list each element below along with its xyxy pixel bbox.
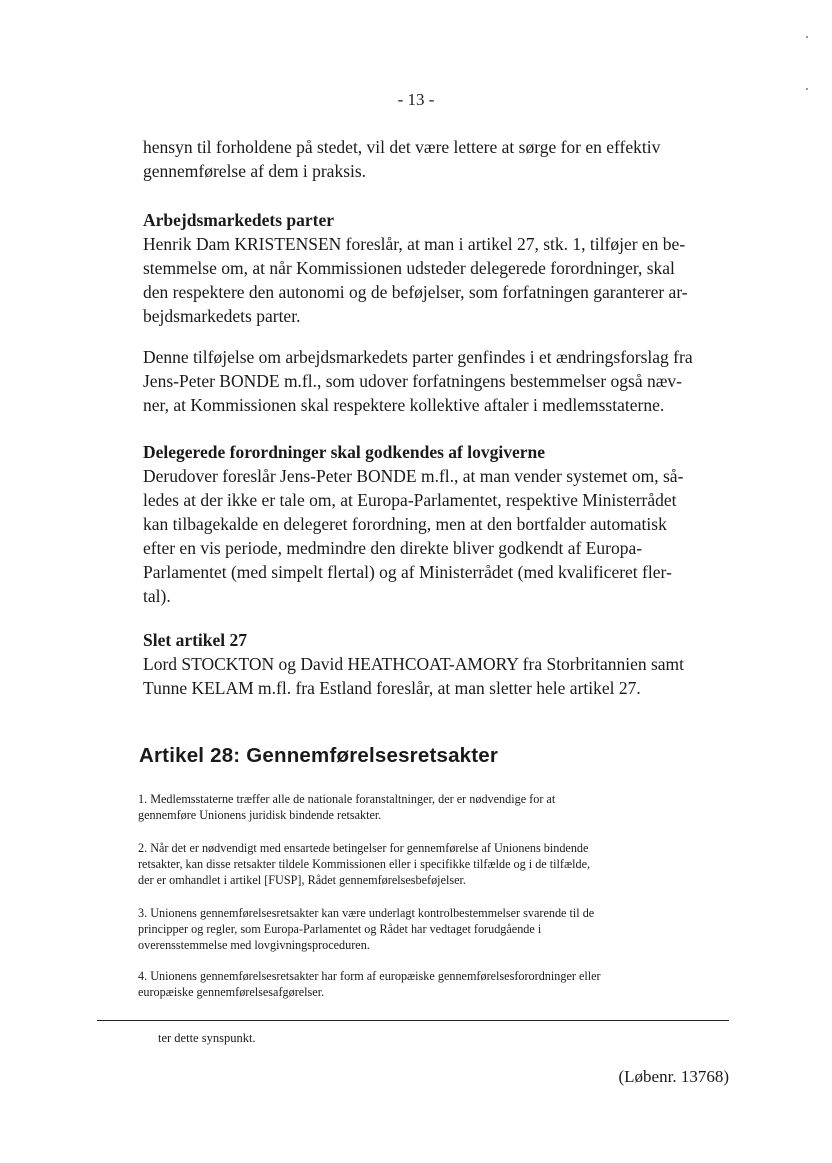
text-line: overensstemmelse med lovgivningsproceduren. <box>138 938 370 952</box>
text-line: Jens-Peter BONDE m.fl., som udover forfatningens bestemmelser også næv- <box>143 371 682 391</box>
text-line: gennemføre Unionens juridisk bindende retsakter. <box>138 808 382 822</box>
paragraph-bonde-amendment <box>143 345 733 417</box>
article-item-2 <box>138 840 728 888</box>
page-number: - 13 - <box>397 90 435 109</box>
text-line: 1. Medlemsstaterne træffer alle de nationale foranstaltninger, der er nødvendige for at <box>138 792 556 806</box>
text-line: principper og regler, som Europa-Parlamentet og Rådet har vedtaget forudgående i <box>138 922 542 936</box>
text-line: ledes at der ikke er tale om, at Europa-Parlamentet, respektive Ministerrådet <box>143 490 677 510</box>
text-line: Tunne KELAM m.fl. fra Estland foreslår, at man sletter hele artikel 27. <box>143 678 641 698</box>
section-slet-artikel-27 <box>143 628 733 700</box>
section-arbejdsmarkedets-parter <box>143 208 733 328</box>
text-line: efter en vis periode, medmindre den direkte bliver godkendt af Europa- <box>143 538 643 558</box>
text-line: ner, at Kommissionen skal respektere kollektive aftaler i medlemsstaterne. <box>143 395 665 415</box>
text-line: kan tilbagekalde en delegeret forordning, men at den bortfalder automatisk <box>143 514 667 534</box>
reference-number: (Løbenr. 13768) <box>618 1067 729 1086</box>
text-line: Denne tilføjelse om arbejdsmarkedets parter genfindes i et ændringsforslag fra <box>143 347 693 367</box>
article-item-3 <box>138 905 728 953</box>
text-line: Derudover foreslår Jens-Peter BONDE m.fl., at man vender systemet om, så- <box>143 466 684 486</box>
text-line: 2. Når det er nødvendigt med ensartede betingelser for gennemførelse af Unionens bindende <box>138 841 589 855</box>
text-line: hensyn til forholdene på stedet, vil det være lettere at sørge for en effektiv <box>143 137 661 157</box>
text-line: bejdsmarkedets parter. <box>143 306 301 326</box>
text-line: tal). <box>143 586 171 606</box>
article-28-heading: Artikel 28: Gennemførelsesretsakter <box>139 744 499 767</box>
footnote-divider <box>97 1020 729 1021</box>
text-line: 3. Unionens gennemførelsesretsakter kan være underlagt kontrolbestemmelser svarende til de <box>138 906 595 920</box>
footnote-text: ter dette synspunkt. <box>158 1031 256 1045</box>
section-heading: Arbejdsmarkedets parter <box>143 210 334 230</box>
article-item-1 <box>138 791 728 823</box>
section-delegerede-forordninger <box>143 440 733 608</box>
scan-speck <box>806 88 808 90</box>
text-line: stemmelse om, at når Kommissionen udsteder delegerede forordninger, skal <box>143 258 675 278</box>
text-line: retsakter, kan disse retsakter tildele Kommissionen eller i specifikke tilfælde og i de tilfælde, <box>138 857 591 871</box>
section-heading: Delegerede forordninger skal godkendes af lovgiverne <box>143 442 545 462</box>
text-line: Parlamentet (med simpelt flertal) og af Ministerrådet (med kvalificeret fler- <box>143 562 672 582</box>
text-line: europæiske gennemførelsesafgørelser. <box>138 985 325 999</box>
article-item-4 <box>138 968 728 1000</box>
scan-speck <box>806 36 808 38</box>
text-line: Henrik Dam KRISTENSEN foreslår, at man i artikel 27, stk. 1, tilføjer en be- <box>143 234 686 254</box>
section-heading: Slet artikel 27 <box>143 630 248 650</box>
text-line: Lord STOCKTON og David HEATHCOAT-AMORY fra Storbritannien samt <box>143 654 685 674</box>
text-line: 4. Unionens gennemførelsesretsakter har form af europæiske gennemførelsesforordninger eller <box>138 969 601 983</box>
intro-paragraph <box>143 135 733 183</box>
text-line: der er omhandlet i artikel [FUSP], Rådet gennemførelsesbeføjelser. <box>138 873 466 887</box>
text-line: gennemførelse af dem i praksis. <box>143 161 367 181</box>
text-line: den respektere den autonomi og de beføjelser, som forfatningen garanterer ar- <box>143 282 688 302</box>
